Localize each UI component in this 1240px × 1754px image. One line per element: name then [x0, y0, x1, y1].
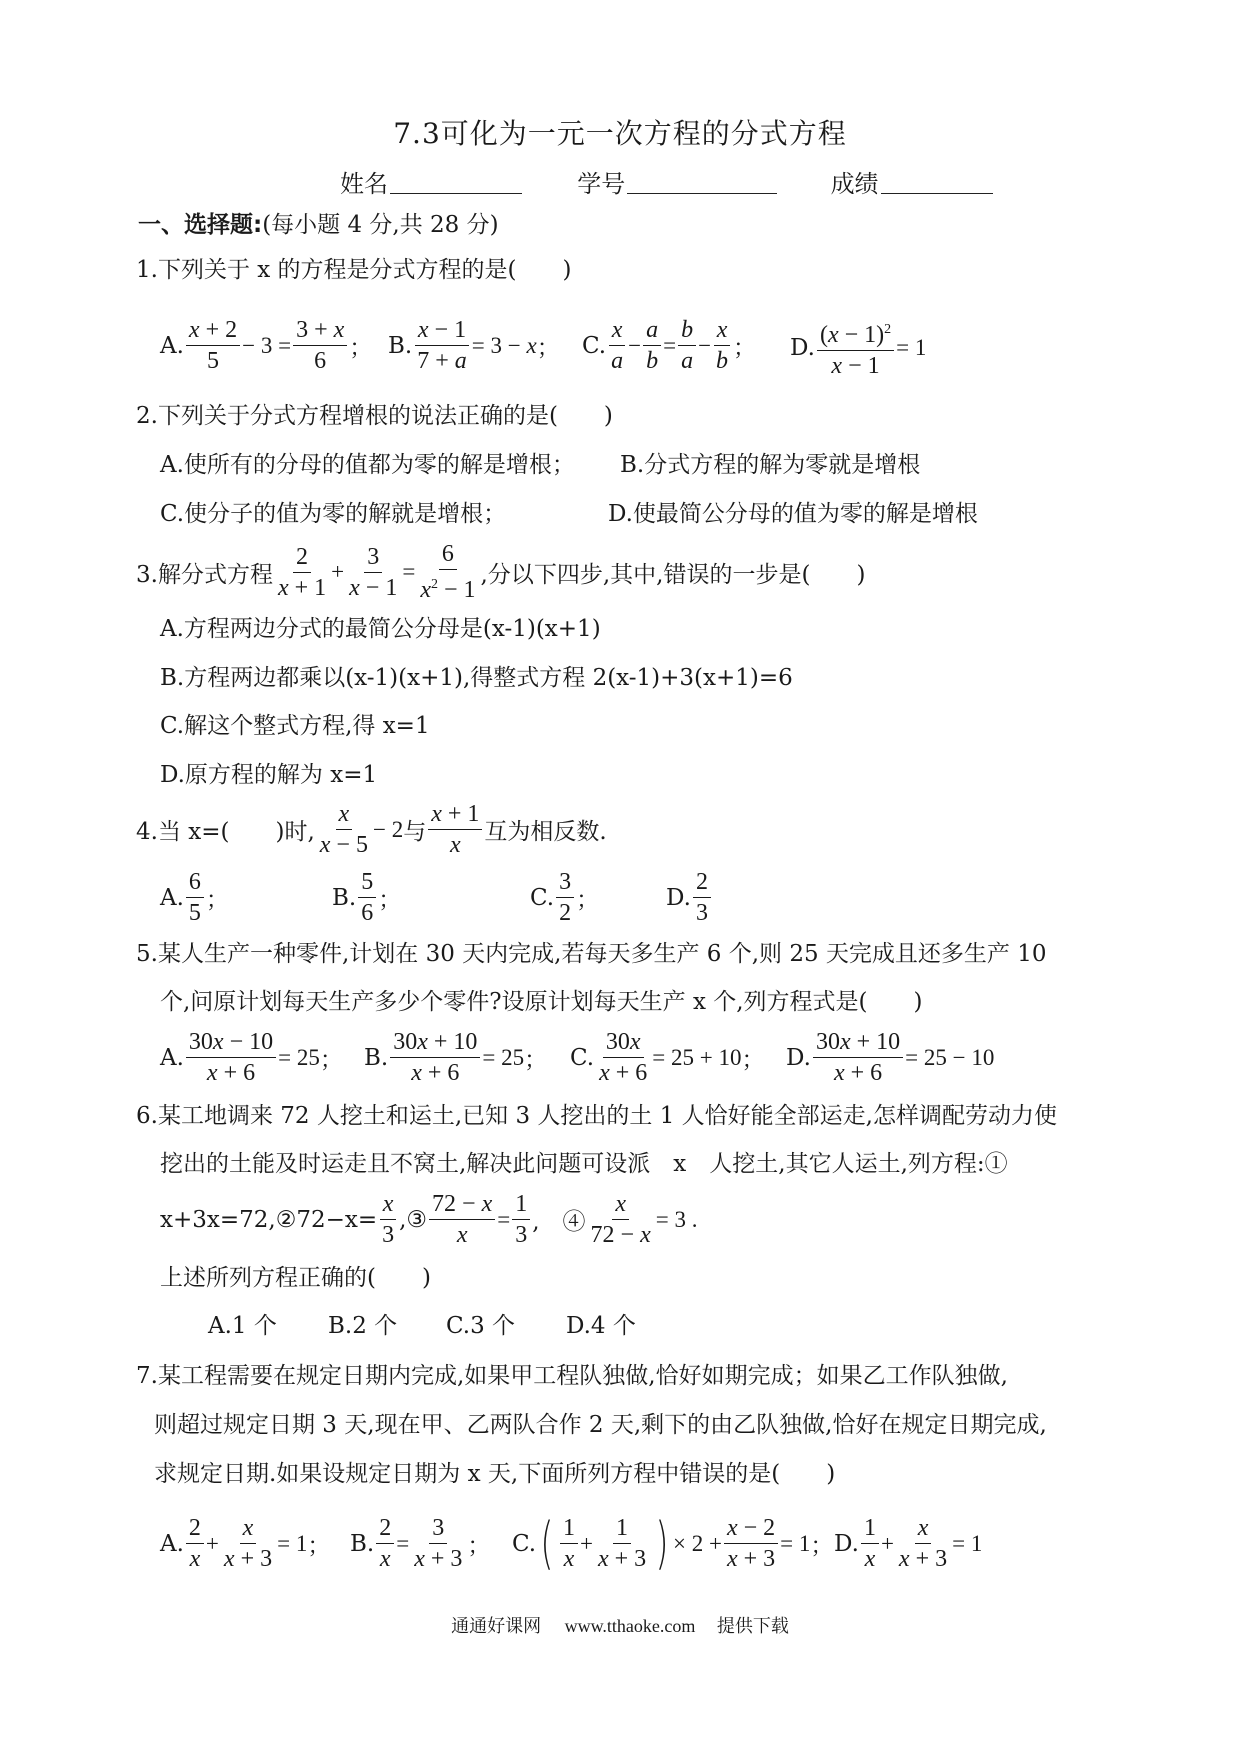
- q6-option-b: B.2 个: [328, 1313, 398, 1339]
- q4-d-label: D.: [666, 884, 691, 911]
- q6-eq1: x+3x=72,②72−x=: [160, 1206, 378, 1233]
- score-blank: [881, 173, 993, 194]
- q5-a-label: A.: [160, 1044, 184, 1071]
- q3-option-d: D.原方程的解为 x=1: [160, 762, 378, 788]
- q5-option-c: C. $\frac{30x}{x + 6}$ = 25 + 10 ；: [570, 1029, 765, 1086]
- q1-option-d: D. $\frac{(x - 1)^2}{x - 1}$ = 1: [790, 316, 926, 380]
- q6-option-d: D.4 个: [566, 1313, 636, 1339]
- q2-option-a: A.使所有的分母的值都为零的解是增根；: [160, 452, 575, 478]
- section-heading: [138, 206, 499, 239]
- q4-option-b: B. $\frac{5}{6}$ ；: [332, 869, 402, 926]
- page-title: 7.3可化为一元一次方程的分式方程: [393, 117, 847, 150]
- section-title: 一、选择题:: [138, 212, 263, 238]
- q3-option-a: A.方程两边分式的最简公分母是(x-1)(x+1): [160, 616, 601, 642]
- q7-line3: 求规定日期.如果设规定日期为 x 天,下面所列方程中错误的是( ): [154, 1461, 836, 1487]
- name-label: 姓名: [340, 170, 388, 198]
- q4-stem-post: 互为相反数.: [484, 819, 607, 845]
- q4-stem-pre: 4.当 x=( )时,: [136, 819, 315, 845]
- q4-option-c: C. $\frac{3}{2}$ ；: [530, 869, 600, 926]
- q2-stem: 2.下列关于分式方程增根的说法正确的是( ): [136, 403, 613, 429]
- q2-option-c: C.使分子的值为零的解就是增根；: [160, 501, 507, 527]
- q5-option-a: A. $\frac{30x - 10}{x + 6}$ = 25 ；: [160, 1029, 343, 1086]
- q1-c-label: C.: [582, 332, 607, 359]
- q6-equations: x+3x=72,②72−x= $\frac{x}{3}$ ,③ $\frac{72 - x}{x}$ = $\frac{1}{3}$ , ④ $\frac{x}{72 - x}$ = 3 .: [160, 1191, 698, 1248]
- q6-option-c: C.3 个: [446, 1313, 516, 1339]
- score-label: 成绩: [830, 170, 879, 198]
- q5-b-label: B.: [364, 1044, 389, 1071]
- q7-line2: 则超过规定日期 3 天,现在甲、乙两队合作 2 天,剩下的由乙队独做,恰好在规定日期完成,: [154, 1412, 1047, 1438]
- student-info-row: [340, 164, 993, 199]
- q1-d-label: D.: [790, 335, 815, 361]
- q5-option-d: D. $\frac{30x + 10}{x + 6}$ = 25 − 10: [786, 1029, 995, 1086]
- q1-a-label: A.: [160, 332, 184, 359]
- q3-stem-pre: 3.解分式方程: [136, 561, 273, 588]
- q7-option-b: B. $\frac{2}{x}$ = $\frac{3}{x + 3}$ ；: [350, 1515, 491, 1572]
- q6-line4: 上述所列方程正确的( ): [160, 1265, 431, 1291]
- q1-option-c: C. $\frac{x}{a}$ − $\frac{a}{b}$ = $\frac{b}{a}$ − $\frac{x}{b}$ ；: [582, 317, 757, 374]
- footer-site-name: 通通好课网: [451, 1616, 542, 1637]
- q3-stem: 3.解分式方程 $\frac{2}{x + 1}$ + $\frac{3}{x - 1}$ = $\frac{6}{x^2 - 1}$ ,分以下四步,其中,错误的一步是( ): [136, 541, 866, 603]
- q6-option-a: A.1 个: [208, 1313, 277, 1339]
- q6-line1: 6.某工地调来 72 人挖土和运土,已知 3 人挖出的土 1 人恰好能全部运走,怎样调配劳动力使: [136, 1103, 1057, 1129]
- q5-d-label: D.: [786, 1044, 811, 1071]
- student-id-label: 学号: [577, 170, 626, 198]
- q1-stem: 1.下列关于 x 的方程是分式方程的是( ): [136, 257, 572, 283]
- q4-stem: 4.当 x=( )时, $\frac{x}{x - 5}$ − 2 与 $\frac{x + 1}{x}$ 互为相反数.: [136, 801, 607, 858]
- q2-option-d: D.使最简公分母的值为零的解是增根: [608, 501, 978, 527]
- q6-eq3-label: ,③: [399, 1206, 428, 1233]
- q5-line1: 5.某人生产一种零件,计划在 30 天内完成,若每天多生产 6 个,则 25 天完成且还多生产 10: [136, 941, 1047, 967]
- q7-line1: 7.某工程需要在规定日期内完成,如果甲工程队独做,恰好如期完成；如果乙工作队独做,: [136, 1363, 1008, 1389]
- q2-option-b: B.分式方程的解为零就是增根: [620, 452, 921, 478]
- footer-site-url[interactable]: www.tthaoke.com: [564, 1616, 696, 1636]
- q4-a-label: A.: [160, 884, 184, 911]
- q1-option-a: A. $\frac{x + 2}{5}$ − 3 = $\frac{3 + x}{6}$ ；: [160, 317, 373, 374]
- q1-option-b: B. $\frac{x - 1}{7 + a}$ = 3 − x ；: [388, 317, 560, 374]
- q7-b-label: B.: [350, 1530, 375, 1557]
- q7-option-c: C. ( $\frac{1}{x}$ + $\frac{1}{x + 3}$ ) × 2 + $\frac{x - 2}{x + 3}$ = 1 ；: [512, 1510, 834, 1576]
- q3-option-c: C.解这个整式方程,得 x=1: [160, 713, 430, 739]
- footer-download-text: 提供下载: [716, 1616, 789, 1637]
- name-blank: [390, 173, 522, 194]
- q5-c-label: C.: [570, 1044, 595, 1071]
- q7-a-label: A.: [160, 1530, 184, 1557]
- q5-line2: 个,问原计划每天生产多少个零件?设原计划每天生产 x 个,列方程式是( ): [160, 989, 923, 1015]
- q6-line2: 挖出的土能及时运走且不窝土,解决此问题可设派 x 人挖土,其它人运土,列方程:①: [160, 1151, 1008, 1177]
- student-id-blank: [627, 173, 777, 194]
- q4-option-d: D. $\frac{2}{3}$: [666, 868, 713, 927]
- q7-option-a: A. $\frac{2}{x}$ + $\frac{x}{x + 3}$ = 1 ；: [160, 1515, 331, 1572]
- q7-option-d: D. $\frac{1}{x}$ + $\frac{x}{x + 3}$ = 1: [834, 1515, 983, 1572]
- q4-stem-mid: 与: [403, 819, 427, 845]
- q5-option-b: B. $\frac{30x + 10}{x + 6}$ = 25 ；: [364, 1029, 548, 1086]
- q1-b-label: B.: [388, 332, 413, 359]
- q7-d-label: D.: [834, 1530, 859, 1557]
- q4-option-a: A. $\frac{6}{5}$ ；: [160, 869, 229, 926]
- q6-eq4-label: , ④: [532, 1209, 586, 1235]
- q3-option-b: B.方程两边都乘以(x-1)(x+1),得整式方程 2(x-1)+3(x+1)=6: [160, 665, 793, 691]
- q3-stem-post: ,分以下四步,其中,错误的一步是( ): [480, 561, 866, 588]
- section-note: (每小题 4 分,共 28 分): [262, 212, 499, 238]
- q4-c-label: C.: [530, 884, 555, 911]
- page-footer: [0, 1612, 1240, 1638]
- q4-b-label: B.: [332, 884, 357, 911]
- q7-c-label: C.: [512, 1530, 537, 1557]
